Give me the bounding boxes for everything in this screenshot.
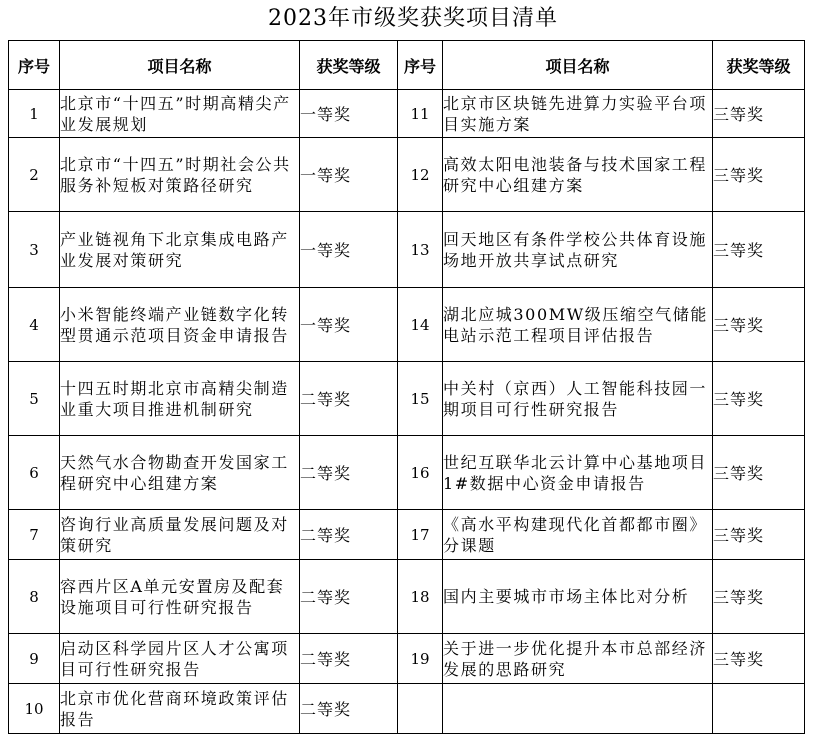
seq-cell: 16	[398, 436, 443, 510]
project-name-cell: 启动区科学园片区人才公寓项目可行性研究报告	[60, 634, 300, 684]
project-name-cell: 北京市“十四五”时期社会公共服务补短板对策路径研究	[60, 138, 300, 212]
table-row	[9, 684, 805, 734]
award-level-cell: 二等奖	[300, 684, 398, 734]
project-name-cell: 关于进一步优化提升本市总部经济发展的思路研究	[443, 634, 713, 684]
award-level-cell: 三等奖	[713, 560, 805, 634]
awards-table	[8, 40, 805, 734]
seq-cell: 12	[398, 138, 443, 212]
project-name-cell: 小米智能终端产业链数字化转型贯通示范项目资金申请报告	[60, 288, 300, 362]
project-name-cell: 世纪互联华北云计算中心基地项目1#数据中心资金申请报告	[443, 436, 713, 510]
project-name-cell: 《高水平构建现代化首都都市圈》分课题	[443, 510, 713, 560]
table-header-row	[9, 41, 805, 90]
project-name-cell: 北京市优化营商环境政策评估报告	[60, 684, 300, 734]
project-name-cell: 湖北应城300MW级压缩空气储能电站示范工程项目评估报告	[443, 288, 713, 362]
table-row	[9, 560, 805, 634]
project-name-cell: 咨询行业高质量发展问题及对策研究	[60, 510, 300, 560]
seq-cell: 11	[398, 90, 443, 138]
award-level-cell: 二等奖	[300, 362, 398, 436]
table-row	[9, 138, 805, 212]
project-name-cell: 天然气水合物勘查开发国家工程研究中心组建方案	[60, 436, 300, 510]
header-seq: 序号	[9, 41, 60, 90]
table-row	[9, 212, 805, 288]
project-name-cell: 回天地区有条件学校公共体育设施场地开放共享试点研究	[443, 212, 713, 288]
header-name: 项目名称	[443, 41, 713, 90]
seq-cell: 4	[9, 288, 60, 362]
award-level-cell: 二等奖	[300, 436, 398, 510]
table-row	[9, 436, 805, 510]
award-level-cell	[713, 684, 805, 734]
seq-cell: 19	[398, 634, 443, 684]
award-level-cell: 三等奖	[713, 436, 805, 510]
award-level-cell: 一等奖	[300, 288, 398, 362]
award-level-cell: 三等奖	[713, 90, 805, 138]
award-level-cell: 一等奖	[300, 90, 398, 138]
seq-cell: 1	[9, 90, 60, 138]
award-level-cell: 二等奖	[300, 560, 398, 634]
project-name-cell: 北京市区块链先进算力实验平台项目实施方案	[443, 90, 713, 138]
seq-cell: 10	[9, 684, 60, 734]
seq-cell: 2	[9, 138, 60, 212]
award-level-cell: 三等奖	[713, 634, 805, 684]
table-row	[9, 634, 805, 684]
project-name-cell	[443, 684, 713, 734]
seq-cell: 5	[9, 362, 60, 436]
table-row	[9, 288, 805, 362]
award-level-cell: 二等奖	[300, 634, 398, 684]
award-level-cell: 一等奖	[300, 212, 398, 288]
award-level-cell: 三等奖	[713, 212, 805, 288]
seq-cell: 3	[9, 212, 60, 288]
project-name-cell: 国内主要城市市场主体比对分析	[443, 560, 713, 634]
project-name-cell: 容西片区A单元安置房及配套设施项目可行性研究报告	[60, 560, 300, 634]
header-name: 项目名称	[60, 41, 300, 90]
project-name-cell: 中关村（京西）人工智能科技园一期项目可行性研究报告	[443, 362, 713, 436]
table-row	[9, 90, 805, 138]
project-name-cell: 十四五时期北京市高精尖制造业重大项目推进机制研究	[60, 362, 300, 436]
seq-cell: 6	[9, 436, 60, 510]
table-row	[9, 362, 805, 436]
seq-cell: 18	[398, 560, 443, 634]
award-level-cell: 二等奖	[300, 510, 398, 560]
project-name-cell: 高效太阳电池装备与技术国家工程研究中心组建方案	[443, 138, 713, 212]
seq-cell: 9	[9, 634, 60, 684]
award-level-cell: 三等奖	[713, 138, 805, 212]
award-level-cell: 三等奖	[713, 510, 805, 560]
page-title: 2023年市级奖获奖项目清单	[268, 6, 558, 31]
seq-cell	[398, 684, 443, 734]
seq-cell: 15	[398, 362, 443, 436]
seq-cell: 8	[9, 560, 60, 634]
seq-cell: 17	[398, 510, 443, 560]
award-level-cell: 三等奖	[713, 288, 805, 362]
seq-cell: 13	[398, 212, 443, 288]
header-seq: 序号	[398, 41, 443, 90]
project-name-cell: 北京市“十四五”时期高精尖产业发展规划	[60, 90, 300, 138]
seq-cell: 14	[398, 288, 443, 362]
table-row	[9, 510, 805, 560]
award-level-cell: 一等奖	[300, 138, 398, 212]
header-level: 获奖等级	[713, 41, 805, 90]
project-name-cell: 产业链视角下北京集成电路产业发展对策研究	[60, 212, 300, 288]
seq-cell: 7	[9, 510, 60, 560]
award-level-cell: 三等奖	[713, 362, 805, 436]
header-level: 获奖等级	[300, 41, 398, 90]
